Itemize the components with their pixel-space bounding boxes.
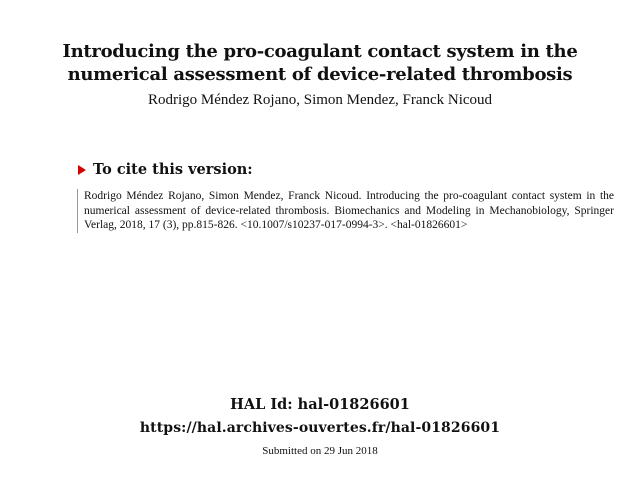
title-line-1: Introducing the pro-coagulant contact system in the: [62, 41, 578, 62]
citation-text: Rodrigo Méndez Rojano, Simon Mendez, Franck Nicoud. Introducing the pro-coagulant contact system in the numerical assessment of device-related thrombosis. Biomechanics and Modeling in Mechanobiology, Springer Verlag, 2018, 17 (3), pp.815-826. <10.1007/s10237-017-0994-3>. <hal-01826601>: [77, 189, 614, 233]
hal-id: HAL Id: hal-01826601: [230, 396, 410, 413]
title-line-2: numerical assessment of device-related thrombosis: [67, 64, 573, 85]
cite-heading-label: To cite this version:: [93, 161, 253, 178]
submission-date: Submitted on 29 Jun 2018: [262, 445, 378, 457]
paper-title: [0, 40, 640, 86]
author-list: Rodrigo Méndez Rojano, Simon Mendez, Franck Nicoud: [147, 92, 493, 108]
hal-url-link[interactable]: https://hal.archives-ouvertes.fr/hal-01826601: [139, 420, 501, 436]
cite-heading: [78, 160, 253, 180]
triangle-bullet-icon: [78, 165, 86, 175]
